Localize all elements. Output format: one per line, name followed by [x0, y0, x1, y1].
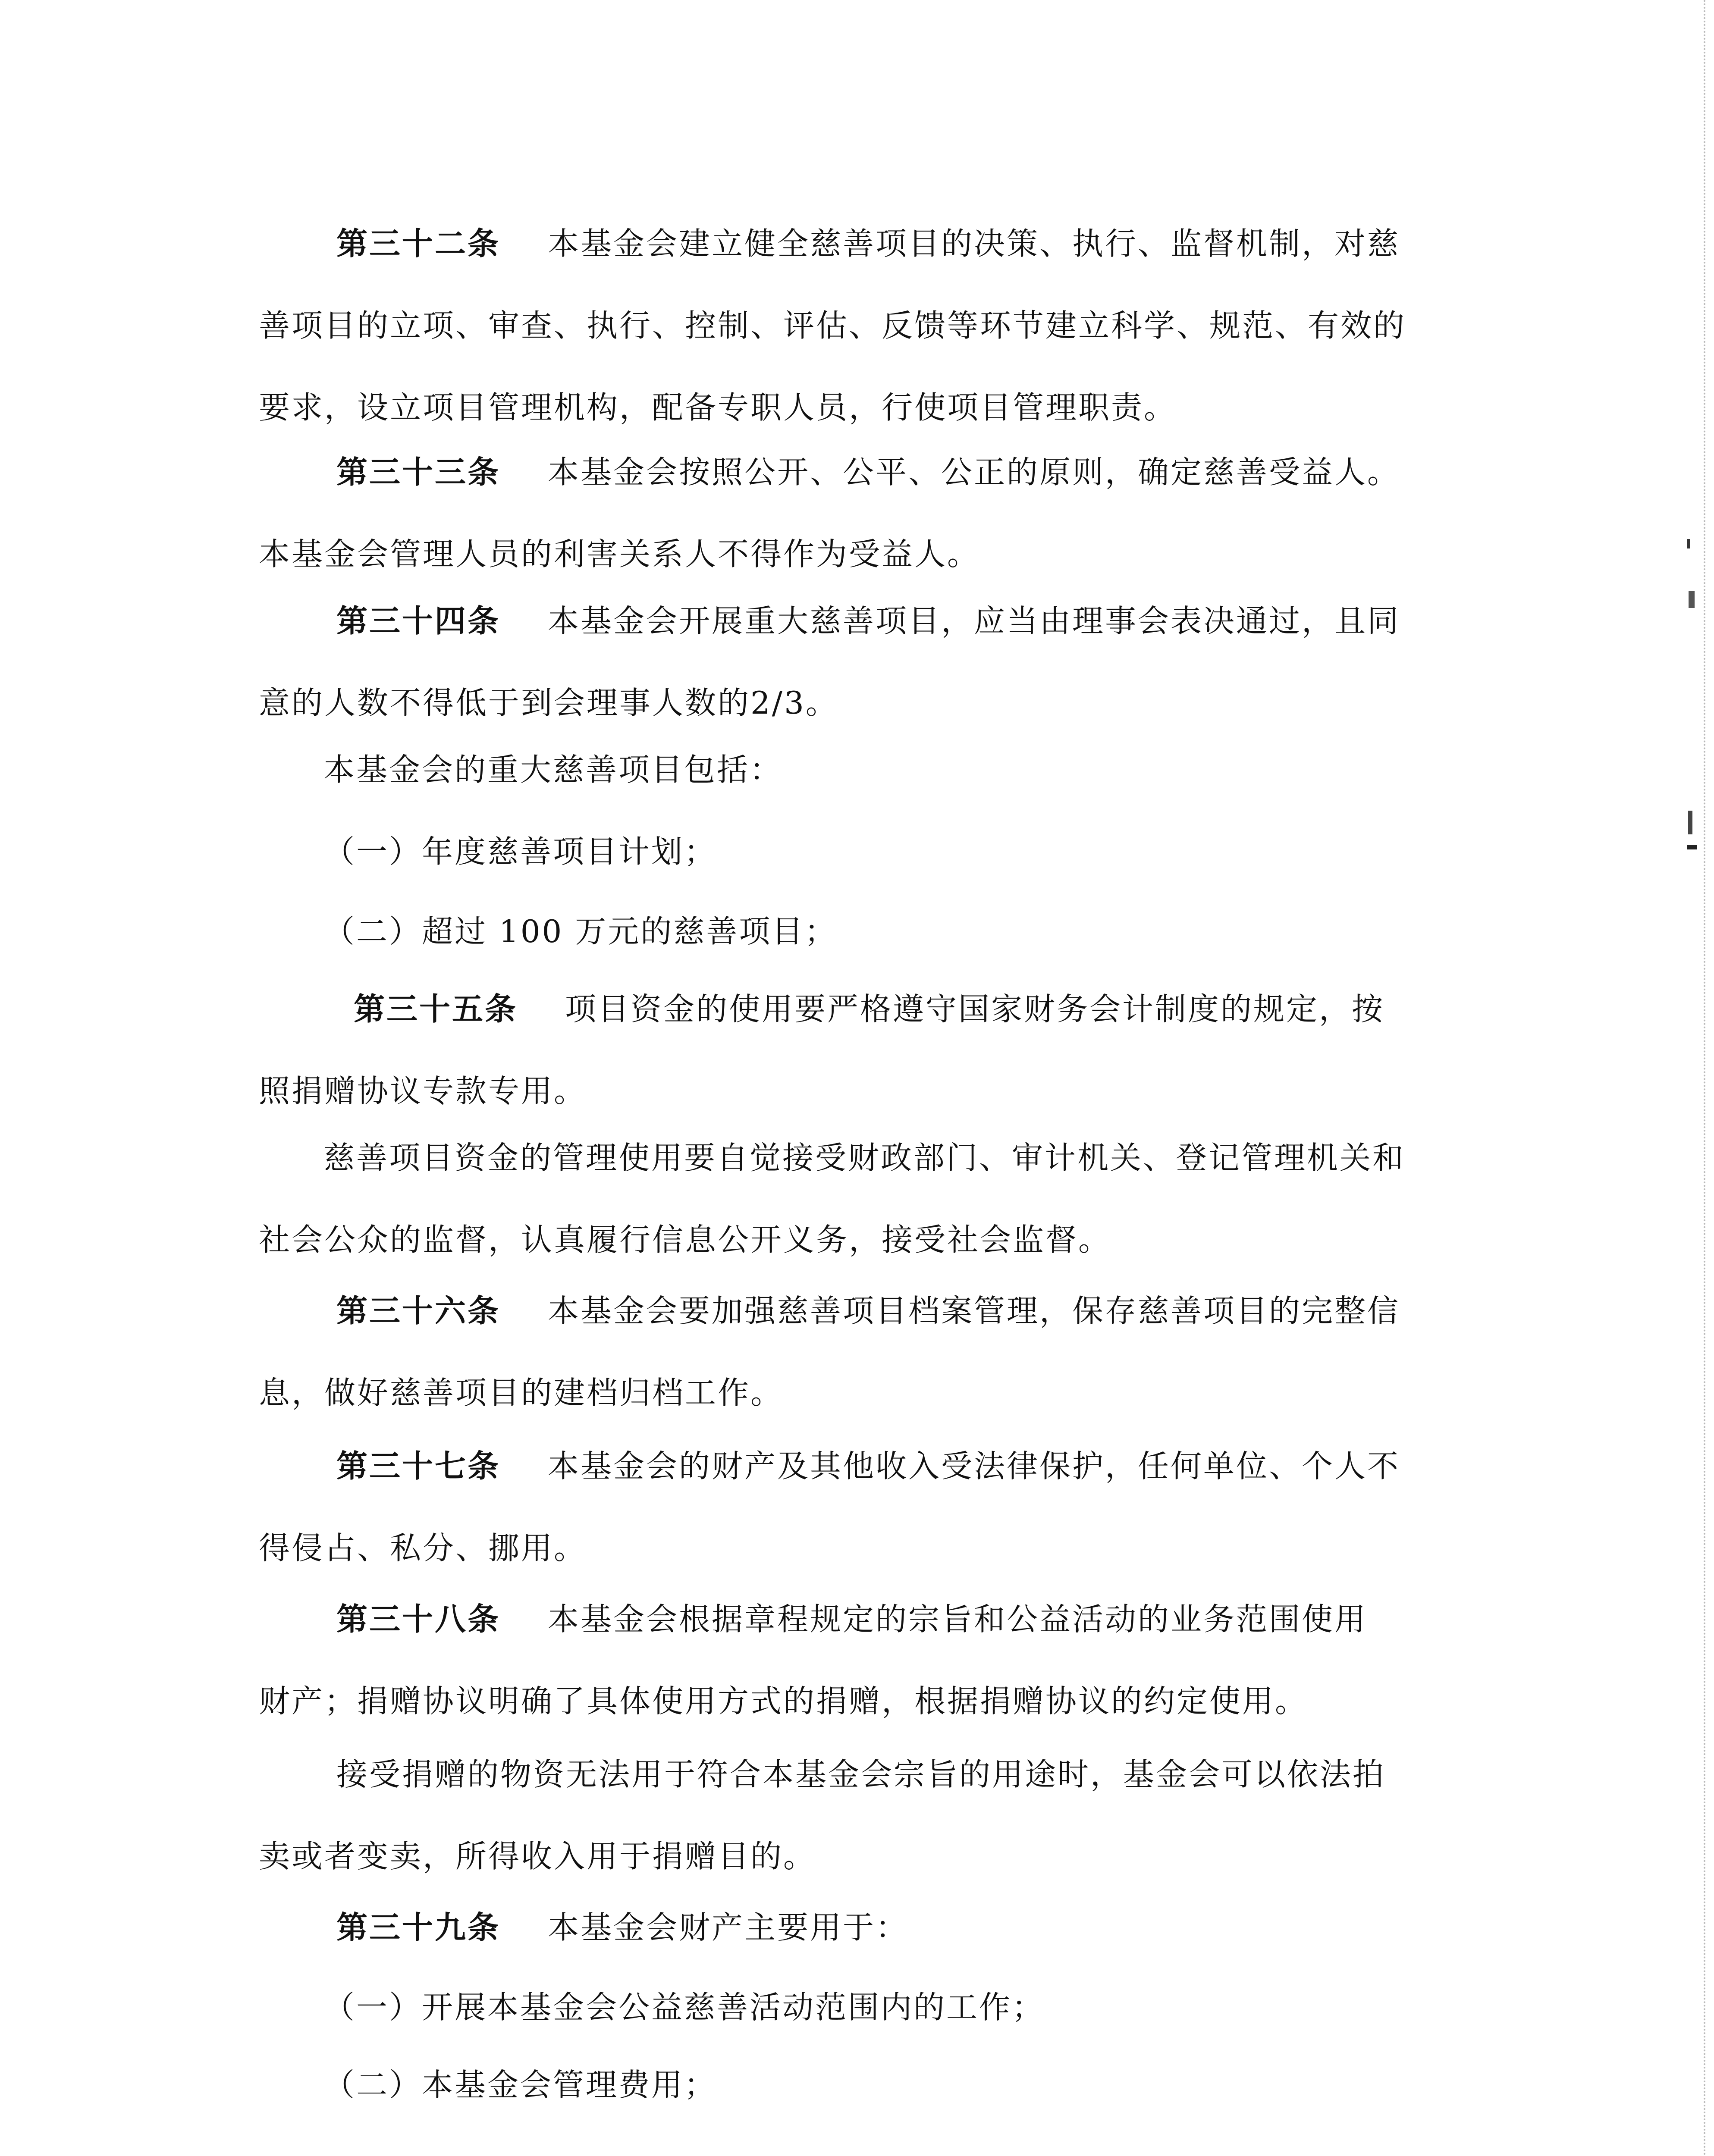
article-line: 得侵占、私分、挪用。: [259, 1530, 587, 1566]
article-line: 财产；捐赠协议明确了具体使用方式的捐赠，根据捐赠协议的约定使用。: [259, 1683, 1308, 1719]
article-heading: 第三十三条: [336, 454, 501, 490]
major-projects-intro: [259, 729, 1458, 811]
article-heading: 第三十四条: [336, 603, 501, 639]
article-line: 善项目的立项、审查、执行、控制、评估、反馈等环节建立科学、规范、有效的: [259, 307, 1406, 344]
article-line: 第三十六条 本基金会要加强慈善项目档案管理，保存慈善项目的完整信: [336, 1293, 1400, 1329]
scan-edge-line: [1704, 0, 1705, 2156]
article-line: （一）开展本基金会公益慈善活动范围内的工作；: [323, 1989, 1045, 2025]
article-line: 息，做好慈善项目的建档归档工作。: [259, 1375, 784, 1411]
article-line: 意的人数不得低于到会理事人数的2/3。: [259, 685, 838, 721]
article-heading: 第三十六条: [336, 1293, 501, 1329]
article-39-item-1: [259, 1966, 1458, 2048]
article-heading: 第三十二条: [336, 226, 501, 262]
article-line: （二）超过 100 万元的慈善项目；: [323, 913, 838, 950]
scan-mark: [1687, 539, 1690, 548]
article-37: [259, 1425, 1458, 1589]
article-line: 社会公众的监督，认真履行信息公开义务，接受社会监督。: [259, 1222, 1111, 1258]
article-line: 第三十七条 本基金会的财产及其他收入受法律保护，任何单位、个人不: [336, 1448, 1400, 1484]
article-line: 卖或者变卖，所得收入用于捐赠目的。: [259, 1838, 816, 1874]
scan-mark: [1689, 591, 1695, 608]
article-39: [259, 1887, 1458, 1968]
article-line: 照捐赠协议专款专用。: [259, 1073, 587, 1109]
donated-goods-paragraph: [259, 1733, 1458, 1897]
article-line: （二）本基金会管理费用；: [323, 2067, 717, 2103]
scan-mark: [1687, 845, 1697, 849]
article-line: 本基金会的重大慈善项目包括：: [323, 752, 783, 788]
article-line: 第三十五条 项目资金的使用要严格遵守国家财务会计制度的规定，按: [354, 991, 1385, 1027]
article-33: [259, 431, 1458, 595]
article-line: 慈善项目资金的管理使用要自觉接受财政部门、审计机关、登记管理机关和: [323, 1140, 1406, 1176]
article-line: 第三十三条 本基金会按照公开、公平、公正的原则，确定慈善受益人。: [336, 454, 1400, 490]
article-line: 第三十二条 本基金会建立健全慈善项目的决策、执行、监督机制，对慈: [336, 226, 1400, 262]
article-line: 要求，设立项目管理机构，配备专职人员，行使项目管理职责。: [259, 389, 1177, 426]
article-38: [259, 1578, 1458, 1742]
article-line: 本基金会管理人员的利害关系人不得作为受益人。: [259, 536, 980, 572]
major-projects-item-1: [259, 811, 1458, 893]
article-line: 接受捐赠的物资无法用于符合本基金会宗旨的用途时，基金会可以依法拍: [336, 1756, 1386, 1792]
major-projects-item-2: [259, 890, 1458, 972]
article-line: 第三十八条 本基金会根据章程规定的宗旨和公益活动的业务范围使用: [336, 1601, 1368, 1637]
article-line: 第三十九条 本基金会财产主要用于：: [336, 1909, 909, 1946]
article-36: [259, 1270, 1458, 1434]
scan-mark: [1688, 811, 1692, 834]
article-heading: 第三十七条: [336, 1448, 501, 1484]
article-heading: 第三十五条: [354, 991, 518, 1027]
article-heading: 第三十九条: [336, 1909, 501, 1946]
article-heading: 第三十八条: [336, 1601, 501, 1637]
article-34: [259, 580, 1458, 744]
article-39-item-2: [259, 2044, 1458, 2126]
article-32: [259, 203, 1458, 448]
article-line: 第三十四条 本基金会开展重大慈善项目，应当由理事会表决通过，且同: [336, 603, 1400, 639]
fund-supervision-paragraph: [259, 1117, 1458, 1281]
article-line: （一）年度慈善项目计划；: [323, 834, 717, 870]
article-35: [259, 968, 1458, 1132]
